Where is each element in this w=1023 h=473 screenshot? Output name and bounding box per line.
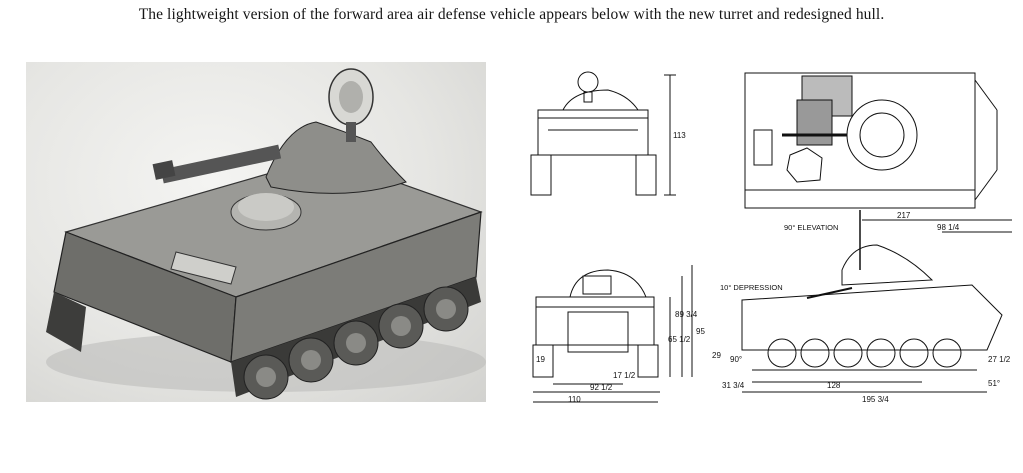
hull-length-label: 195 3/4 — [862, 395, 889, 404]
top-view-drawing — [742, 70, 1004, 210]
rear-view-drawing — [528, 262, 710, 408]
rear-hull-height-label: 65 1/2 — [668, 335, 691, 344]
front-offset-label: 31 3/4 — [722, 381, 745, 390]
rear-overall-width-label: 110 — [568, 395, 581, 404]
ground-clearance-label: 29 — [712, 351, 721, 360]
depression-label: 10° DEPRESSION — [720, 283, 783, 292]
side-length-top-label: 217 — [897, 211, 911, 220]
right-height-label: 27 1/2 — [988, 355, 1011, 364]
caption: The lightweight version of the forward area air defense vehicle appears below with the new turret and redesigned hull. — [138, 6, 885, 23]
side-view-drawing — [712, 210, 1012, 406]
front-view-drawing — [528, 70, 688, 200]
elevation-label: 90° ELEVATION — [784, 223, 839, 232]
side-rear-overhang-label: 98 1/4 — [937, 223, 960, 232]
rear-track-width-label: 19 — [536, 355, 545, 364]
front-height-label: 113 — [673, 131, 686, 140]
rear-turret-height-label: 89 3/4 — [675, 310, 698, 319]
rear-inner-width-label: 92 1/2 — [590, 383, 613, 392]
departure-angle-label: 51° — [988, 379, 1001, 388]
approach-angle-label: 90° — [730, 355, 743, 364]
track-length-label: 128 — [827, 381, 841, 390]
rear-ground-label: 17 1/2 — [613, 371, 636, 380]
rear-total-height-label: 95 — [696, 327, 705, 336]
vehicle-photo — [26, 62, 486, 402]
